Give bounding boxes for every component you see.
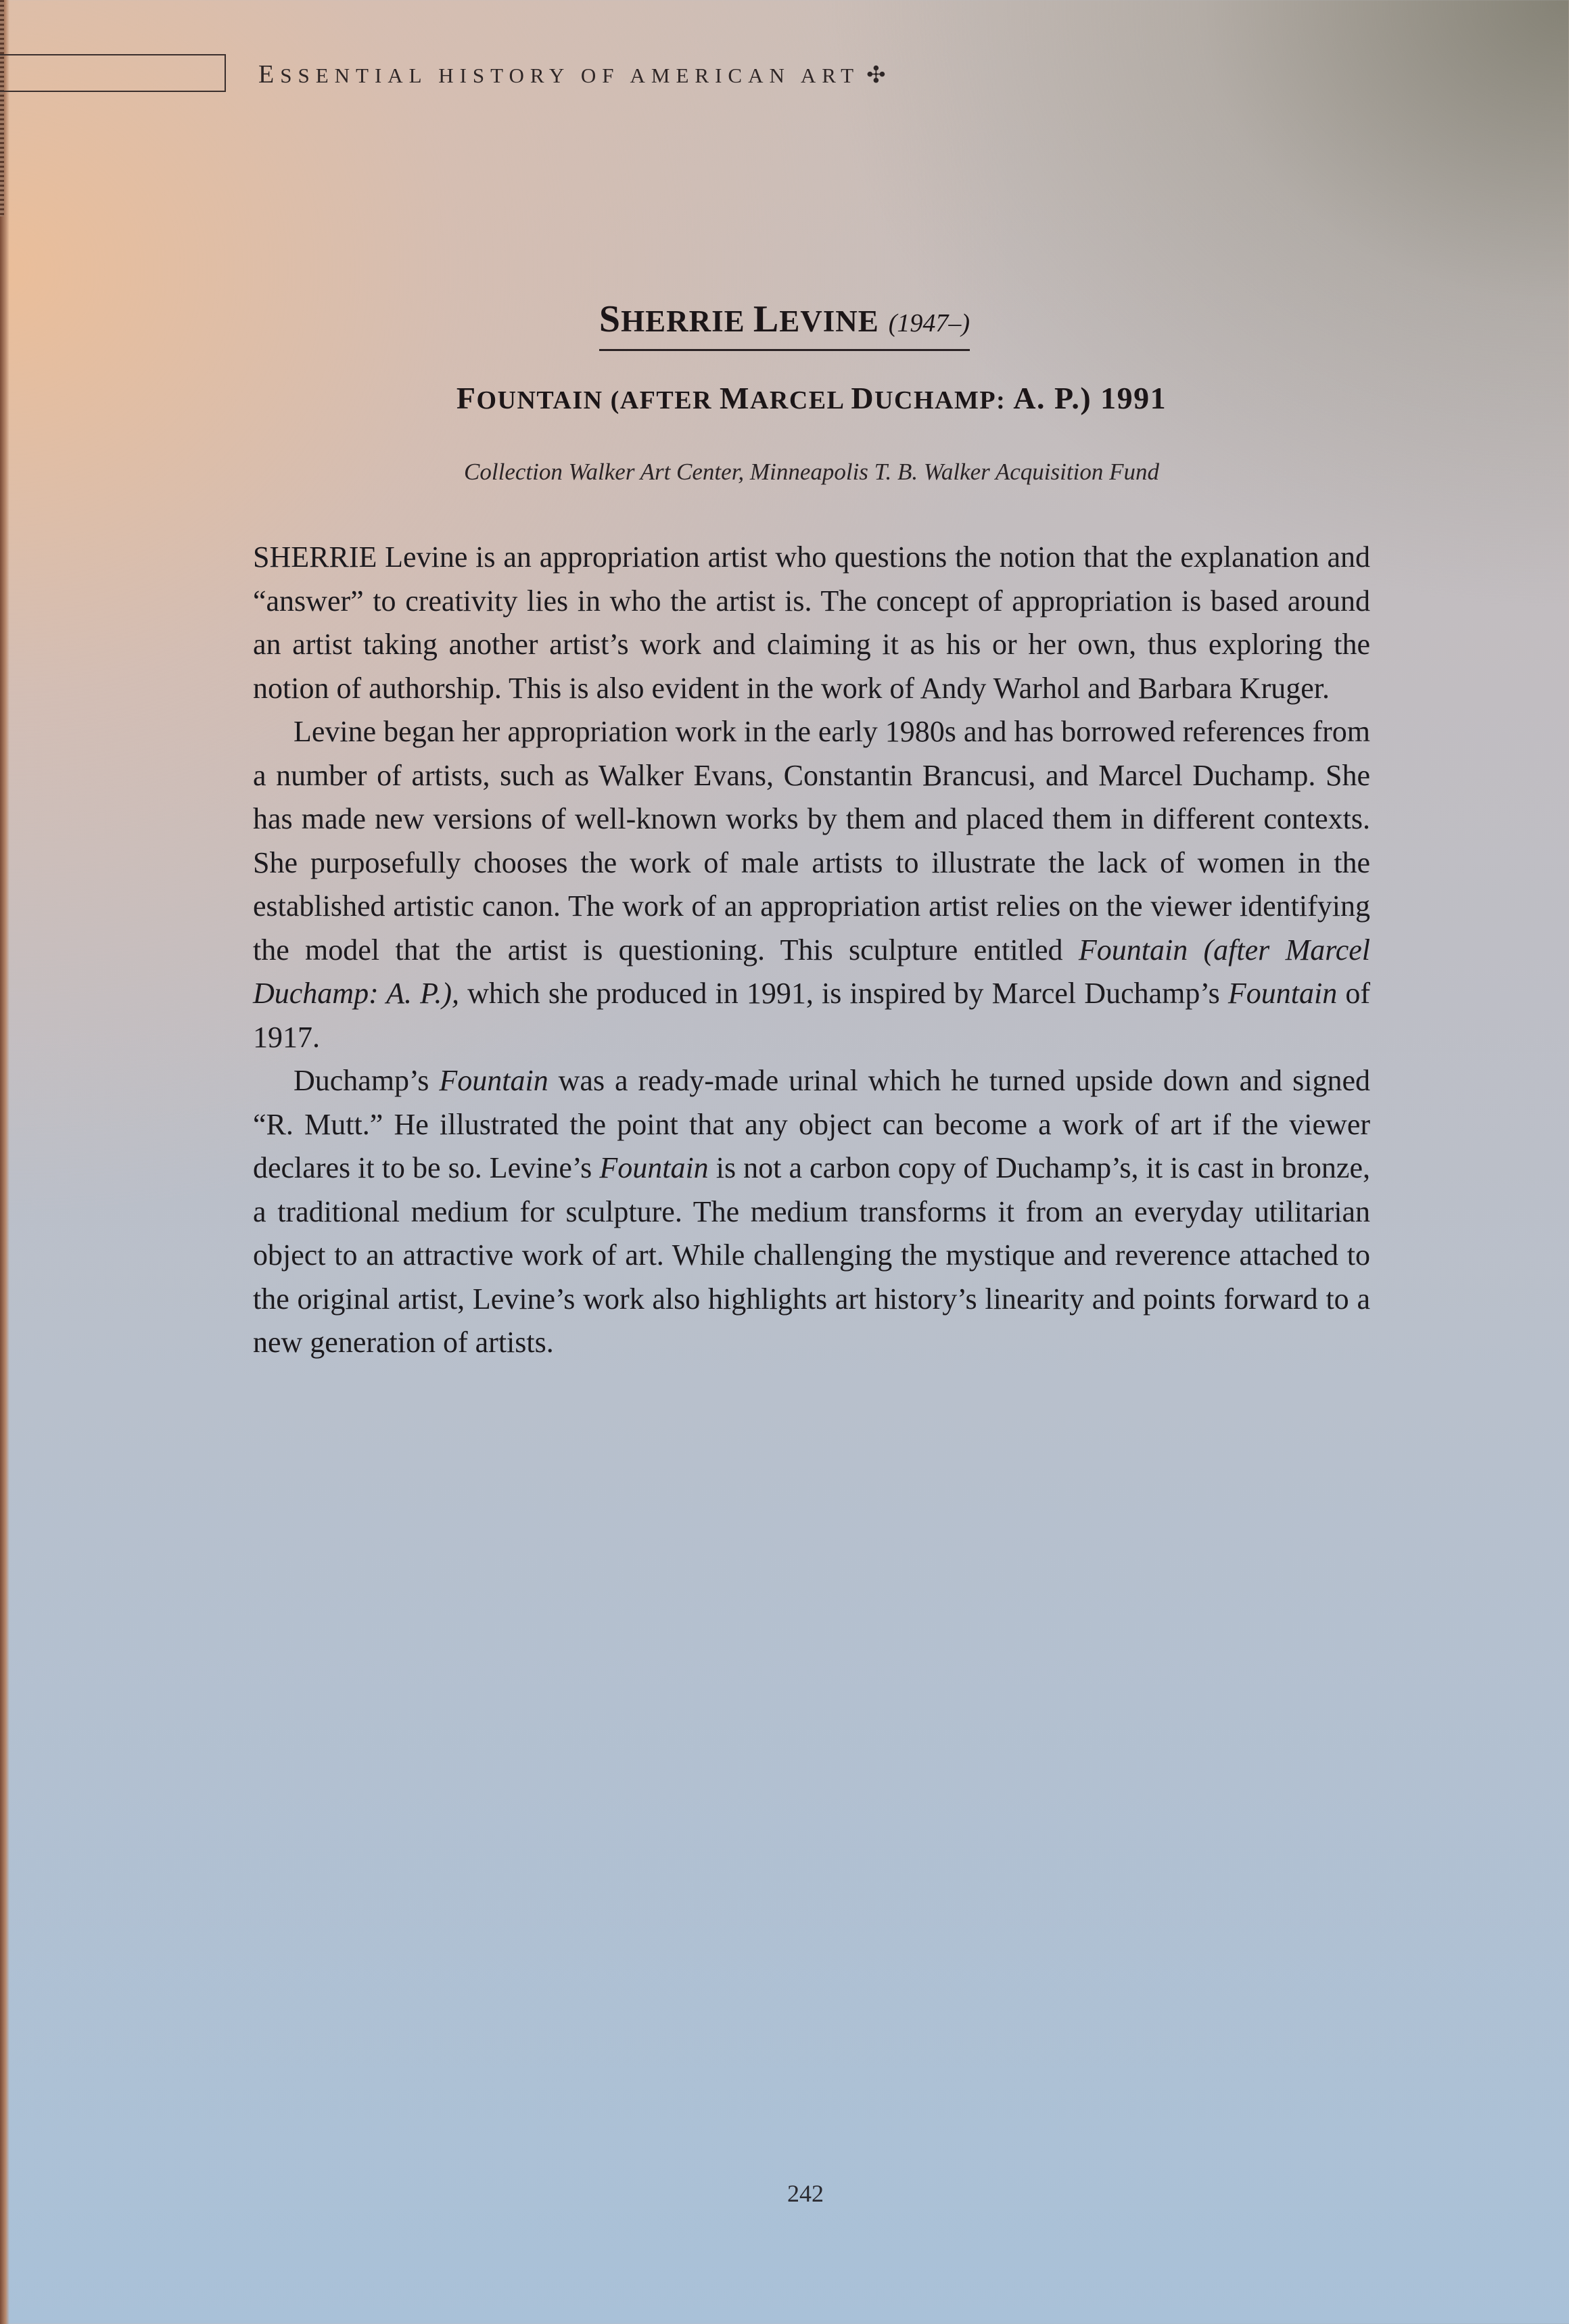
article-title-wrap [0,298,1569,351]
running-head-text: SSENTIAL HISTORY OF AMERICAN ART [280,64,860,87]
artwork-part-3: UCHAMP: [874,386,1014,415]
artwork-initial-1: F [456,381,477,415]
artwork-initial-2: M [720,381,750,415]
artist-dates: (1947–) [888,309,970,338]
page-number: 242 [787,2180,824,2207]
artwork-part-1: OUNTAIN (AFTER [476,386,720,415]
paragraph-3-text-b: was a ready-made urinal which he turned upside down and signed “R. Mutt.” He illustrated the point that any object can become a work of art if the viewer declares it to be so. Levine’s [253,1064,1371,1184]
paragraph-2 [253,710,1370,1059]
title-part-1: HERRIE [621,304,753,338]
title-part-2: EVINE [779,304,879,338]
article-title [599,298,970,351]
artwork-part-2: ARCEL [749,386,851,415]
running-head-initial: E [258,60,281,89]
paragraph-1: SHERRIE Levine is an appropriation artist who questions the notion that the explanation and “answer” to creativity lies in who the artist is. The concept of appropriation is based around an artist taking another artist’s work and claiming it as his or her own, thus exploring the notion of authorship. This is also evident in the work of Andy Warhol and Barbara Kruger. [253,540,1370,705]
book-spine-stripe [0,0,4,216]
running-head-box [0,54,226,92]
ornament-icon: ✣ [866,63,886,88]
paragraph-2-text-c: of 1917. [253,977,1371,1054]
collection-credit: Collection Walker Art Center, Minneapolis T. B. Walker Acquisition Fund [464,459,1159,485]
paragraph-2-italic-1: Fountain (after Marcel Duchamp: A. P.), [253,933,1370,1010]
paragraph-3-text-a: Duchamp’s [294,1064,440,1097]
paragraph-3-italic-1: Fountain [439,1064,548,1097]
paragraph-3-text-c: is not a carbon copy of Duchamp’s, it is cast in bronze, a traditional medium for sculpture. The medium transforms it from an everyday utilitarian object to an attractive work of art. While challenging the mystique and reverence attached to the original artist, Levine’s work also highlights art history’s linearity and points forward to a new generation of artists. [253,1151,1370,1359]
running-head [258,60,886,89]
paragraph-2-italic-2: Fountain [1227,977,1338,1010]
paragraph-3 [253,1059,1370,1365]
title-initial-2: L [753,298,780,340]
title-initial-1: S [599,298,622,340]
body-text [253,536,1370,1365]
paragraph-2-text-b: which she produced in 1991, is inspired by Marcel Duchamp’s [459,977,1228,1010]
artwork-tail: A. P.) 1991 [1013,381,1167,415]
paragraph-2-text-a: Levine began her appropriation work in the early 1980s and has borrowed references from a number of artists, such as Walker Evans, Constantin Brancusi, and Marcel Duchamp. She has made new versions of well-known works by them and placed them in different contexts. She purposefully chooses the work of male artists to illustrate the lack of women in the established artistic canon. The work of an appropriation artist relies on the viewer identifying the model that the artist is questioning. This sculpture entitled [253,715,1370,967]
artwork-title [0,380,1569,416]
artwork-initial-3: D [851,381,875,415]
paragraph-3-italic-2: Fountain [599,1151,709,1184]
